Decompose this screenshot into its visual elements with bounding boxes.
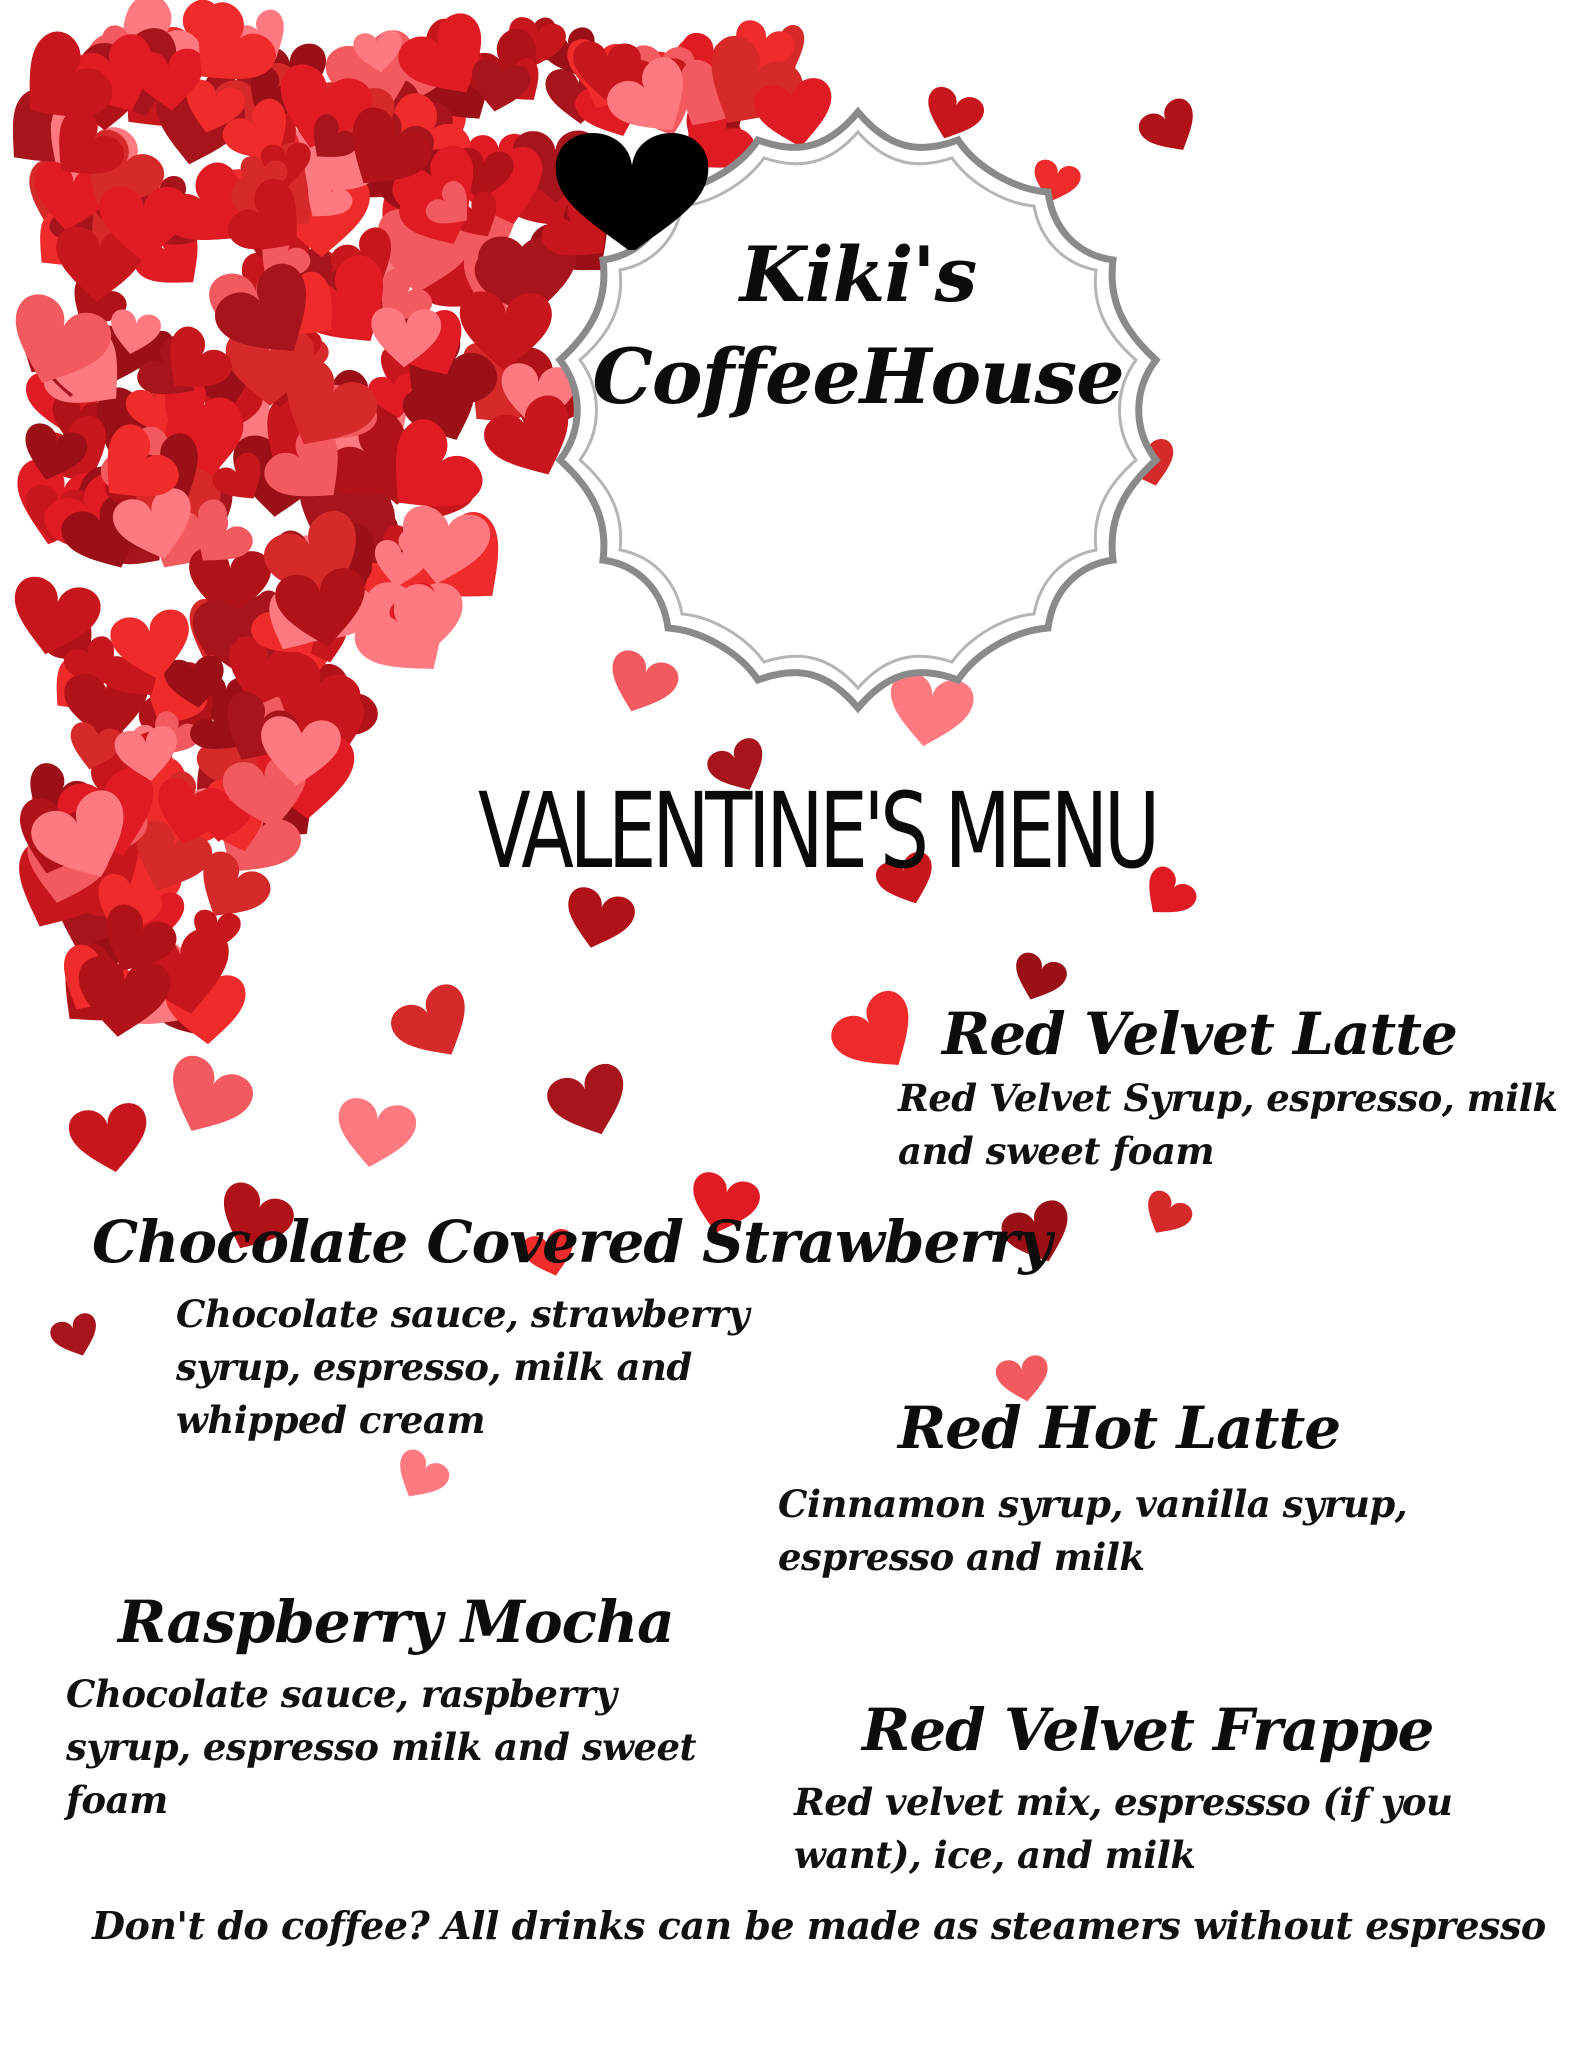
item-name-red-hot-latte: Red Hot Latte	[898, 1394, 1341, 1462]
item-desc-red-velvet-frappe: Red velvet mix, espressso (if you want), ice, and milk	[794, 1780, 1453, 1877]
item-name-red-velvet-latte: Red Velvet Latte	[942, 1000, 1457, 1068]
item-desc-chocolate-covered-strawberry: Chocolate sauce, strawberry syrup, espresso, milk and whipped cream	[176, 1292, 749, 1442]
item-desc-red-hot-latte: Cinnamon syrup, vanilla syrup, espresso and milk	[778, 1482, 1408, 1579]
confetti-heart	[331, 1095, 419, 1174]
item-desc-red-velvet-latte: Red Velvet Syrup, espresso, milk and sweet foam	[898, 1076, 1558, 1173]
brand-name-line1: Kiki's	[739, 230, 977, 319]
brand-name-line2: CoffeeHouse	[592, 332, 1124, 421]
confetti-heart	[1136, 1187, 1196, 1245]
confetti-heart	[542, 1059, 638, 1148]
menu-title: VALENTINE'S MENU	[478, 770, 1156, 892]
item-name-raspberry-mocha: Raspberry Mocha	[118, 1588, 674, 1656]
confetti-heart	[154, 1050, 259, 1149]
confetti-heart	[47, 1310, 105, 1363]
confetti-heart	[66, 1100, 154, 1179]
item-name-red-velvet-frappe: Red Velvet Frappe	[862, 1696, 1434, 1764]
item-desc-raspberry-mocha: Chocolate sauce, raspberry syrup, espresso milk and sweet foam	[66, 1672, 697, 1822]
confetti-heart	[385, 978, 486, 1074]
footer-note: Don't do coffee? All drinks can be made as steamers without espresso	[92, 1903, 1546, 1948]
confetti-heart	[558, 884, 638, 957]
heart-icon	[548, 100, 716, 250]
item-name-chocolate-covered-strawberry: Chocolate Covered Strawberry	[92, 1208, 1052, 1276]
logo-badge	[548, 100, 1168, 720]
confetti-heart	[386, 1445, 453, 1509]
